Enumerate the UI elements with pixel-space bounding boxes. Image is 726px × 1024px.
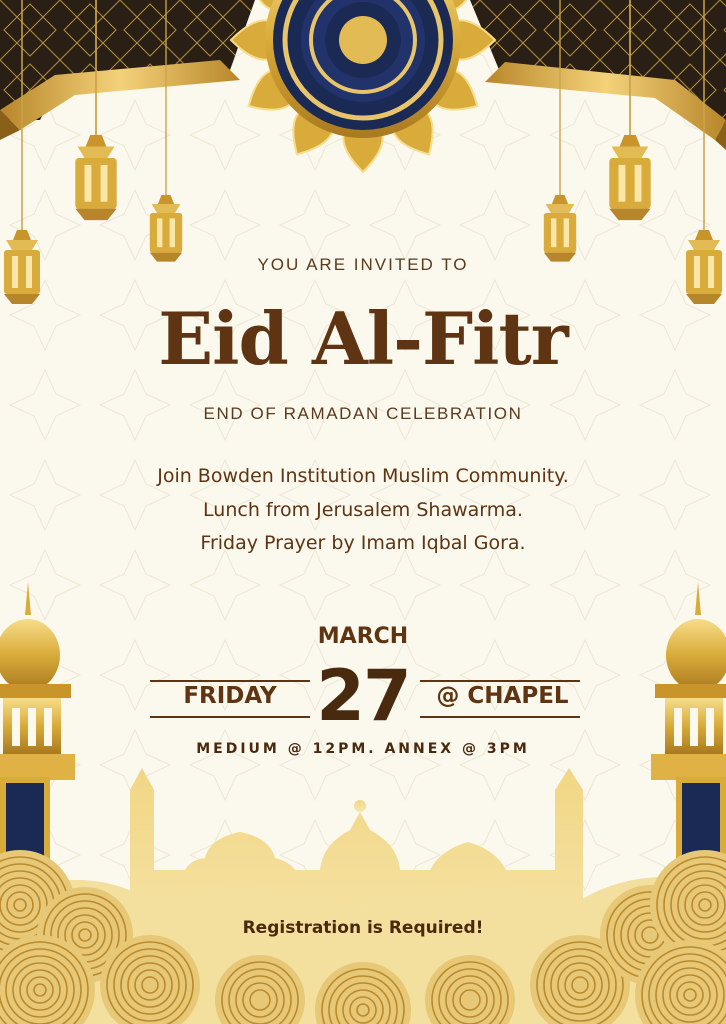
date-rule-right-bottom <box>420 716 580 718</box>
date-rule-left-bottom <box>150 716 310 718</box>
event-subtitle: END OF RAMADAN CELEBRATION <box>203 404 523 423</box>
event-day-number: 27 <box>316 655 410 737</box>
invitation-kicker: YOU ARE INVITED TO <box>257 255 469 274</box>
event-times: MEDIUM @ 12PM. ANNEX @ 3PM <box>196 741 530 757</box>
registration-note: Registration is Required! <box>242 918 484 938</box>
event-venue: @ CHAPEL <box>436 683 569 709</box>
detail-line-prayer: Friday Prayer by Imam Iqbal Gora. <box>200 532 526 554</box>
detail-line-community: Join Bowden Institution Muslim Community. <box>157 465 569 487</box>
event-title: Eid Al-Fitr <box>158 296 568 381</box>
event-month: MARCH <box>317 624 409 649</box>
detail-line-lunch: Lunch from Jerusalem Shawarma. <box>203 499 523 521</box>
date-rule-right-top <box>420 680 580 682</box>
date-rule-left-top <box>150 680 310 682</box>
event-weekday: FRIDAY <box>183 683 277 709</box>
